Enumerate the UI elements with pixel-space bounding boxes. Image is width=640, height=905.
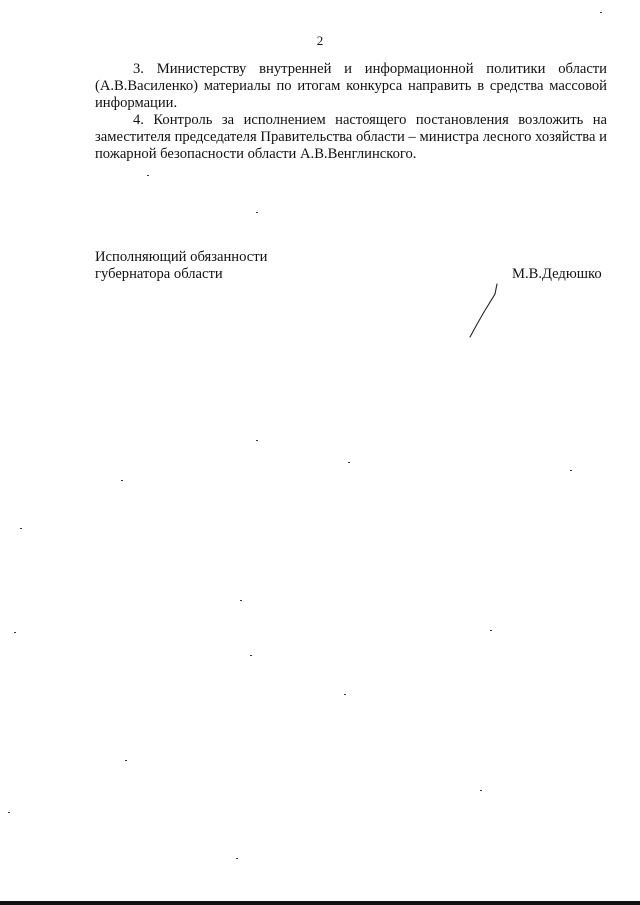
scan-speck [121, 480, 123, 481]
scan-speck [600, 12, 602, 13]
scan-speck [344, 694, 346, 695]
signatory-title-line-1: Исполняющий обязанности [95, 249, 268, 265]
scan-speck [240, 600, 242, 601]
scan-speck [570, 470, 572, 471]
scan-speck [256, 440, 258, 441]
scan-speck [480, 790, 482, 791]
paragraph-3: 3. Министерству внутренней и информационной политики области (А.В.Василенко) материалы по итогам конкурса направить в средства массовой информации. [95, 61, 607, 111]
paragraph-4: 4. Контроль за исполнением настоящего постановления возложить на заместителя председателя Правительства области – министра лесного хозяйства и пожарной безопасности области А.В.Венглинского. [95, 112, 607, 162]
scan-speck [250, 655, 252, 656]
scan-speck [125, 760, 127, 761]
scan-speck [490, 630, 492, 631]
scan-speck [147, 175, 149, 176]
page-number: 2 [316, 33, 324, 48]
signatory-title [95, 249, 267, 283]
scan-speck [14, 632, 16, 633]
scan-speck [20, 528, 22, 529]
scan-speck [256, 212, 258, 213]
signatory-title-line-2: губернатора области [95, 266, 223, 282]
signatory-name: М.В.Дедюшко [512, 266, 602, 282]
scan-speck [236, 858, 238, 859]
handwritten-signature [462, 282, 502, 340]
scan-bottom-edge [0, 901, 640, 905]
scan-speck [8, 812, 10, 813]
scan-speck [348, 462, 350, 463]
